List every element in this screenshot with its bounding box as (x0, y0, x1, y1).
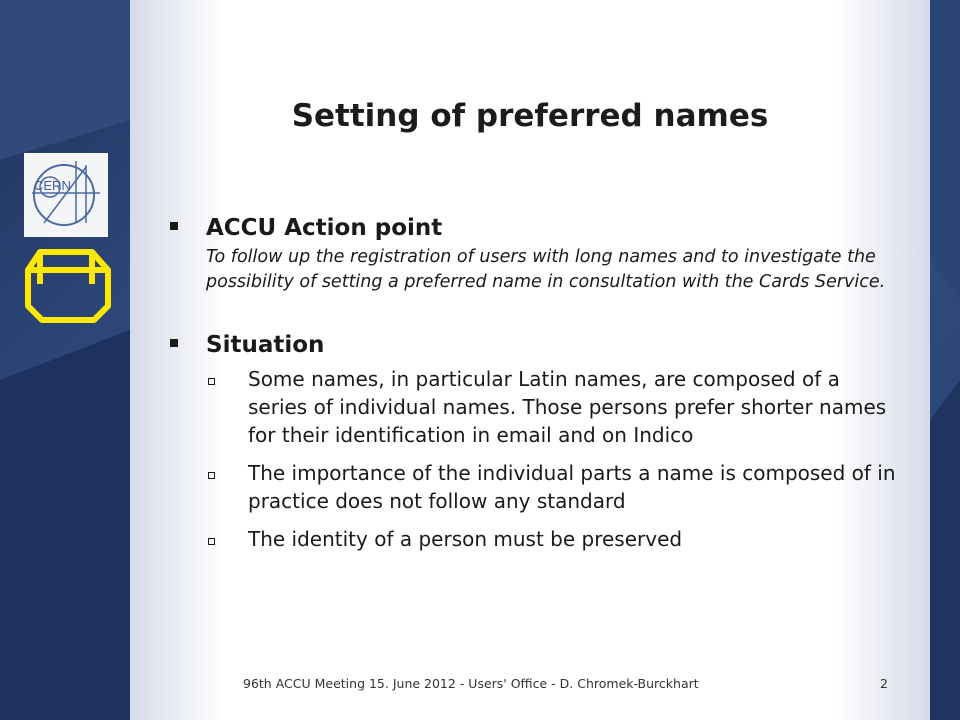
list-item (206, 525, 900, 553)
cern-logo-text: CERN (34, 178, 71, 193)
page-number: 2 (880, 676, 888, 691)
section-action-point (170, 212, 900, 295)
hollow-square-bullet-icon (208, 378, 215, 385)
list-item-text: The identity of a person must be preserved (248, 527, 683, 551)
slide-footer: 96th ACCU Meeting 15. June 2012 - Users' Office - D. Chromek-Burckhart (243, 676, 699, 691)
list-item (206, 459, 900, 515)
situation-list (170, 365, 900, 553)
hollow-square-bullet-icon (208, 538, 215, 545)
section-heading: Situation (206, 332, 325, 358)
cern-logo-icon (24, 153, 108, 237)
square-bullet-icon (170, 222, 178, 230)
square-bullet-icon (170, 339, 178, 347)
slide-content (170, 212, 900, 563)
hollow-square-bullet-icon (208, 472, 215, 479)
cern-logo (24, 153, 108, 237)
section-text: To follow up the registration of users with long names and to investigate the possibility of setting a preferred name in consultation with the Cards Service. (206, 247, 886, 292)
cube-logo (24, 244, 112, 324)
list-item-text: Some names, in particular Latin names, are composed of a series of individual names. Those persons prefer shorter names for their identification in email and on Indico (248, 367, 887, 447)
list-item-text: The importance of the individual parts a name is composed of in practice does not follow any standard (248, 461, 896, 513)
section-heading: ACCU Action point (206, 215, 443, 241)
cube-logo-icon (24, 244, 112, 324)
list-item (206, 365, 900, 449)
section-situation (170, 329, 900, 361)
slide-title: Setting of preferred names (291, 98, 769, 134)
